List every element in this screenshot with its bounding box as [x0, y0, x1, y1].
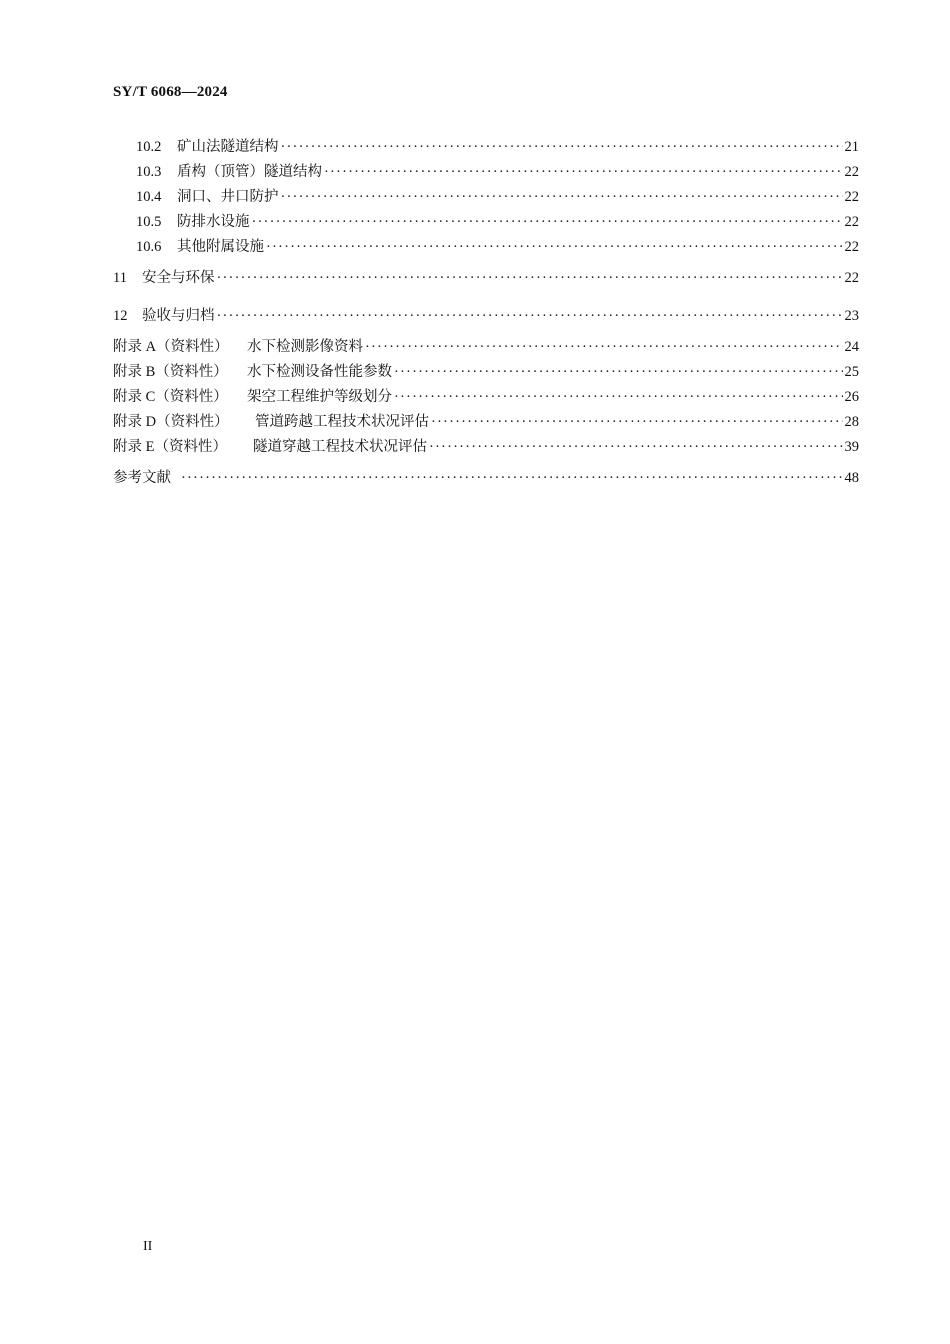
toc-entry-title: 架空工程维护等级划分 — [247, 389, 392, 405]
toc-entry-number: 10.2 — [136, 139, 162, 155]
toc-entry-page: 48 — [844, 470, 859, 486]
toc-entry-number: 附录 D（资料性） — [113, 414, 229, 430]
toc-entry-title: 管道跨越工程技术状况评估 — [255, 414, 429, 430]
toc-leader-dots — [252, 212, 843, 232]
toc-entry-10-6[interactable] — [136, 237, 859, 257]
toc-entry-page: 22 — [844, 239, 859, 255]
toc-entry-title: 盾构（顶管）隧道结构 — [177, 164, 322, 180]
page-number-footer: II — [143, 1239, 153, 1254]
toc-entry-title: 隧道穿越工程技术状况评估 — [253, 439, 427, 455]
toc-entry-page: 24 — [844, 339, 859, 355]
toc-entry-10-2[interactable] — [136, 137, 859, 157]
toc-entry-page: 22 — [844, 164, 859, 180]
toc-leader-dots — [217, 268, 843, 288]
toc-entry-number: 12 — [113, 308, 128, 324]
toc-entry-title: 验收与归档 — [142, 308, 215, 324]
toc-entry-number: 附录 B（资料性） — [113, 364, 228, 380]
toc-entry-number: 10.3 — [136, 164, 162, 180]
toc-leader-dots — [281, 187, 843, 207]
toc-leader-dots — [429, 437, 843, 457]
toc-entry-title: 参考文献 — [113, 470, 171, 486]
toc-entry-number: 10.4 — [136, 189, 162, 205]
toc-entry-title: 其他附属设施 — [177, 239, 264, 255]
toc-entry-10-5[interactable] — [136, 212, 859, 232]
toc-entry-page: 28 — [844, 414, 859, 430]
toc-entry-title: 洞口、井口防护 — [177, 189, 279, 205]
standard-code-header: SY/T 6068—2024 — [113, 84, 228, 100]
toc-entry-number: 附录 C（资料性） — [113, 389, 228, 405]
toc-entry-appendix-d[interactable] — [113, 412, 859, 432]
toc-entry-appendix-e[interactable] — [113, 437, 859, 457]
toc-entry-page: 22 — [844, 189, 859, 205]
toc-leader-dots — [217, 306, 843, 326]
toc-entry-11[interactable] — [113, 268, 859, 288]
toc-leader-dots — [181, 468, 843, 488]
toc-entry-title: 安全与环保 — [142, 270, 215, 286]
toc-entry-page: 39 — [844, 439, 859, 455]
toc-entry-page: 21 — [844, 139, 859, 155]
toc-entry-page: 25 — [844, 364, 859, 380]
toc-entry-title: 矿山法隧道结构 — [177, 139, 279, 155]
toc-entry-number: 11 — [113, 270, 127, 286]
toc-leader-dots — [394, 387, 843, 407]
toc-entry-page: 22 — [844, 270, 859, 286]
toc-leader-dots — [281, 137, 843, 157]
toc-entry-number: 10.5 — [136, 214, 162, 230]
toc-entry-page: 26 — [844, 389, 859, 405]
toc-entry-title: 水下检测设备性能参数 — [247, 364, 392, 380]
toc-leader-dots — [394, 362, 843, 382]
toc-entry-title: 防排水设施 — [177, 214, 250, 230]
toc-entry-appendix-c[interactable] — [113, 387, 859, 407]
toc-entry-number: 附录 A（资料性） — [113, 339, 229, 355]
toc-entry-number: 10.6 — [136, 239, 162, 255]
toc-entry-page: 23 — [844, 308, 859, 324]
toc-entry-10-3[interactable] — [136, 162, 859, 182]
toc-leader-dots — [266, 237, 843, 257]
toc-entry-appendix-b[interactable] — [113, 362, 859, 382]
toc-entry-references[interactable] — [113, 468, 859, 488]
toc-entry-page: 22 — [844, 214, 859, 230]
toc-entry-title: 水下检测影像资料 — [247, 339, 363, 355]
toc-entry-appendix-a[interactable] — [113, 337, 859, 357]
toc-entry-12[interactable] — [113, 306, 859, 326]
toc-leader-dots — [365, 337, 843, 357]
toc-entry-number: 附录 E（资料性） — [113, 439, 227, 455]
toc-leader-dots — [324, 162, 843, 182]
toc-leader-dots — [431, 412, 843, 432]
toc-entry-10-4[interactable] — [136, 187, 859, 207]
